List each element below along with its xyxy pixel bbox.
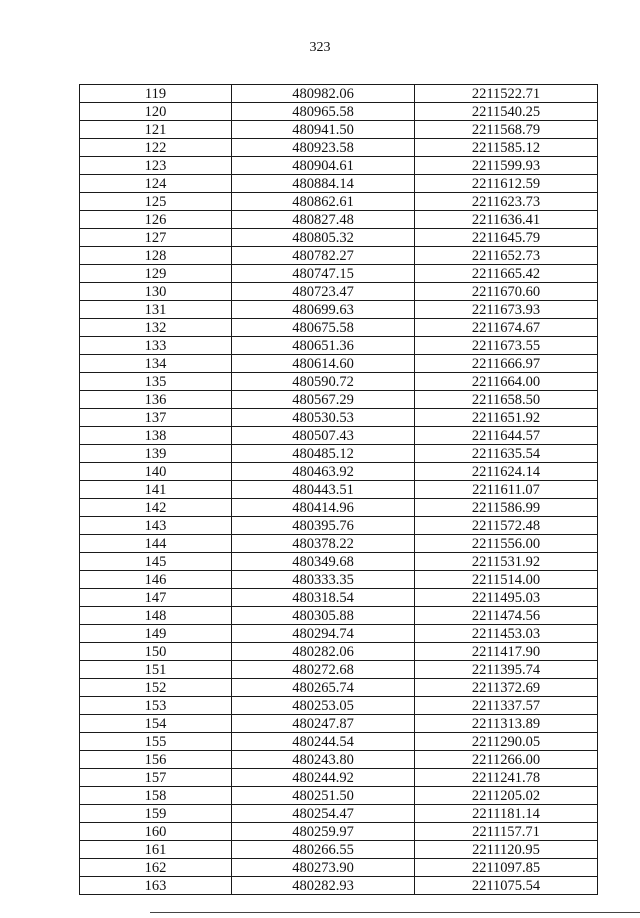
y-coordinate-cell: 2211266.00 xyxy=(415,751,598,769)
point-number-cell: 128 xyxy=(80,247,232,265)
table-row xyxy=(80,265,598,283)
y-coordinate-cell: 2211586.99 xyxy=(415,499,598,517)
x-coordinate-cell: 480567.29 xyxy=(232,391,415,409)
point-number-cell: 159 xyxy=(80,805,232,823)
table-row xyxy=(80,697,598,715)
point-number-cell: 162 xyxy=(80,859,232,877)
x-coordinate-cell: 480318.54 xyxy=(232,589,415,607)
point-number-cell: 130 xyxy=(80,283,232,301)
table-row xyxy=(80,247,598,265)
y-coordinate-cell: 2211540.25 xyxy=(415,103,598,121)
x-coordinate-cell: 480243.80 xyxy=(232,751,415,769)
y-coordinate-cell: 2211556.00 xyxy=(415,535,598,553)
table-row xyxy=(80,589,598,607)
y-coordinate-cell: 2211120.95 xyxy=(415,841,598,859)
x-coordinate-cell: 480904.61 xyxy=(232,157,415,175)
point-number-cell: 120 xyxy=(80,103,232,121)
y-coordinate-cell: 2211673.55 xyxy=(415,337,598,355)
y-coordinate-cell: 2211568.79 xyxy=(415,121,598,139)
table-row xyxy=(80,571,598,589)
table-row xyxy=(80,823,598,841)
y-coordinate-cell: 2211585.12 xyxy=(415,139,598,157)
table-row xyxy=(80,859,598,877)
table-row xyxy=(80,499,598,517)
table-row xyxy=(80,661,598,679)
y-coordinate-cell: 2211623.73 xyxy=(415,193,598,211)
table-row xyxy=(80,229,598,247)
y-coordinate-cell: 2211658.50 xyxy=(415,391,598,409)
x-coordinate-cell: 480333.35 xyxy=(232,571,415,589)
y-coordinate-cell: 2211157.71 xyxy=(415,823,598,841)
point-number-cell: 137 xyxy=(80,409,232,427)
y-coordinate-cell: 2211075.54 xyxy=(415,877,598,895)
table-row xyxy=(80,643,598,661)
x-coordinate-cell: 480395.76 xyxy=(232,517,415,535)
x-coordinate-cell: 480272.68 xyxy=(232,661,415,679)
y-coordinate-cell: 2211453.03 xyxy=(415,625,598,643)
x-coordinate-cell: 480485.12 xyxy=(232,445,415,463)
table-row xyxy=(80,481,598,499)
bottom-rule xyxy=(150,912,640,913)
table-row xyxy=(80,517,598,535)
x-coordinate-cell: 480747.15 xyxy=(232,265,415,283)
table-row xyxy=(80,607,598,625)
coordinates-table-body xyxy=(80,85,598,895)
point-number-cell: 121 xyxy=(80,121,232,139)
point-number-cell: 152 xyxy=(80,679,232,697)
table-row xyxy=(80,625,598,643)
x-coordinate-cell: 480244.54 xyxy=(232,733,415,751)
x-coordinate-cell: 480244.92 xyxy=(232,769,415,787)
point-number-cell: 160 xyxy=(80,823,232,841)
point-number-cell: 126 xyxy=(80,211,232,229)
table-row xyxy=(80,877,598,895)
x-coordinate-cell: 480651.36 xyxy=(232,337,415,355)
point-number-cell: 151 xyxy=(80,661,232,679)
y-coordinate-cell: 2211290.05 xyxy=(415,733,598,751)
table-row xyxy=(80,733,598,751)
point-number-cell: 143 xyxy=(80,517,232,535)
point-number-cell: 158 xyxy=(80,787,232,805)
y-coordinate-cell: 2211665.42 xyxy=(415,265,598,283)
table-row xyxy=(80,427,598,445)
x-coordinate-cell: 480805.32 xyxy=(232,229,415,247)
table-row xyxy=(80,679,598,697)
y-coordinate-cell: 2211522.71 xyxy=(415,85,598,103)
table-row xyxy=(80,211,598,229)
x-coordinate-cell: 480982.06 xyxy=(232,85,415,103)
x-coordinate-cell: 480414.96 xyxy=(232,499,415,517)
y-coordinate-cell: 2211612.59 xyxy=(415,175,598,193)
point-number-cell: 161 xyxy=(80,841,232,859)
x-coordinate-cell: 480259.97 xyxy=(232,823,415,841)
table-row xyxy=(80,139,598,157)
x-coordinate-cell: 480862.61 xyxy=(232,193,415,211)
y-coordinate-cell: 2211673.93 xyxy=(415,301,598,319)
table-row xyxy=(80,301,598,319)
y-coordinate-cell: 2211635.54 xyxy=(415,445,598,463)
point-number-cell: 148 xyxy=(80,607,232,625)
coordinates-table xyxy=(79,84,598,895)
x-coordinate-cell: 480941.50 xyxy=(232,121,415,139)
table-row xyxy=(80,787,598,805)
x-coordinate-cell: 480282.93 xyxy=(232,877,415,895)
x-coordinate-cell: 480675.58 xyxy=(232,319,415,337)
table-row xyxy=(80,85,598,103)
point-number-cell: 127 xyxy=(80,229,232,247)
y-coordinate-cell: 2211514.00 xyxy=(415,571,598,589)
x-coordinate-cell: 480827.48 xyxy=(232,211,415,229)
point-number-cell: 155 xyxy=(80,733,232,751)
x-coordinate-cell: 480530.53 xyxy=(232,409,415,427)
table-row xyxy=(80,715,598,733)
point-number-cell: 134 xyxy=(80,355,232,373)
x-coordinate-cell: 480253.05 xyxy=(232,697,415,715)
x-coordinate-cell: 480251.50 xyxy=(232,787,415,805)
y-coordinate-cell: 2211417.90 xyxy=(415,643,598,661)
table-row xyxy=(80,319,598,337)
point-number-cell: 156 xyxy=(80,751,232,769)
x-coordinate-cell: 480378.22 xyxy=(232,535,415,553)
x-coordinate-cell: 480590.72 xyxy=(232,373,415,391)
y-coordinate-cell: 2211395.74 xyxy=(415,661,598,679)
x-coordinate-cell: 480965.58 xyxy=(232,103,415,121)
y-coordinate-cell: 2211636.41 xyxy=(415,211,598,229)
point-number-cell: 142 xyxy=(80,499,232,517)
point-number-cell: 141 xyxy=(80,481,232,499)
y-coordinate-cell: 2211181.14 xyxy=(415,805,598,823)
table-row xyxy=(80,355,598,373)
table-row xyxy=(80,445,598,463)
x-coordinate-cell: 480282.06 xyxy=(232,643,415,661)
table-row xyxy=(80,157,598,175)
x-coordinate-cell: 480614.60 xyxy=(232,355,415,373)
table-row xyxy=(80,409,598,427)
y-coordinate-cell: 2211474.56 xyxy=(415,607,598,625)
table-row xyxy=(80,175,598,193)
x-coordinate-cell: 480247.87 xyxy=(232,715,415,733)
table-row xyxy=(80,805,598,823)
table-row xyxy=(80,553,598,571)
x-coordinate-cell: 480273.90 xyxy=(232,859,415,877)
point-number-cell: 122 xyxy=(80,139,232,157)
point-number-cell: 144 xyxy=(80,535,232,553)
x-coordinate-cell: 480884.14 xyxy=(232,175,415,193)
table-row xyxy=(80,193,598,211)
y-coordinate-cell: 2211097.85 xyxy=(415,859,598,877)
y-coordinate-cell: 2211652.73 xyxy=(415,247,598,265)
point-number-cell: 125 xyxy=(80,193,232,211)
point-number-cell: 135 xyxy=(80,373,232,391)
point-number-cell: 124 xyxy=(80,175,232,193)
table-row xyxy=(80,535,598,553)
point-number-cell: 140 xyxy=(80,463,232,481)
point-number-cell: 129 xyxy=(80,265,232,283)
x-coordinate-cell: 480723.47 xyxy=(232,283,415,301)
y-coordinate-cell: 2211611.07 xyxy=(415,481,598,499)
x-coordinate-cell: 480305.88 xyxy=(232,607,415,625)
table-row xyxy=(80,841,598,859)
y-coordinate-cell: 2211599.93 xyxy=(415,157,598,175)
x-coordinate-cell: 480294.74 xyxy=(232,625,415,643)
page-number: 323 xyxy=(309,40,331,55)
y-coordinate-cell: 2211572.48 xyxy=(415,517,598,535)
point-number-cell: 145 xyxy=(80,553,232,571)
x-coordinate-cell: 480443.51 xyxy=(232,481,415,499)
point-number-cell: 153 xyxy=(80,697,232,715)
y-coordinate-cell: 2211666.97 xyxy=(415,355,598,373)
point-number-cell: 157 xyxy=(80,769,232,787)
y-coordinate-cell: 2211670.60 xyxy=(415,283,598,301)
y-coordinate-cell: 2211531.92 xyxy=(415,553,598,571)
point-number-cell: 123 xyxy=(80,157,232,175)
point-number-cell: 139 xyxy=(80,445,232,463)
table-row xyxy=(80,121,598,139)
y-coordinate-cell: 2211645.79 xyxy=(415,229,598,247)
y-coordinate-cell: 2211313.89 xyxy=(415,715,598,733)
point-number-cell: 138 xyxy=(80,427,232,445)
table-row xyxy=(80,103,598,121)
y-coordinate-cell: 2211624.14 xyxy=(415,463,598,481)
point-number-cell: 132 xyxy=(80,319,232,337)
x-coordinate-cell: 480349.68 xyxy=(232,553,415,571)
x-coordinate-cell: 480265.74 xyxy=(232,679,415,697)
x-coordinate-cell: 480463.92 xyxy=(232,463,415,481)
y-coordinate-cell: 2211205.02 xyxy=(415,787,598,805)
point-number-cell: 136 xyxy=(80,391,232,409)
y-coordinate-cell: 2211644.57 xyxy=(415,427,598,445)
x-coordinate-cell: 480266.55 xyxy=(232,841,415,859)
point-number-cell: 149 xyxy=(80,625,232,643)
table-row xyxy=(80,337,598,355)
table-row xyxy=(80,373,598,391)
x-coordinate-cell: 480923.58 xyxy=(232,139,415,157)
y-coordinate-cell: 2211664.00 xyxy=(415,373,598,391)
point-number-cell: 146 xyxy=(80,571,232,589)
x-coordinate-cell: 480782.27 xyxy=(232,247,415,265)
point-number-cell: 154 xyxy=(80,715,232,733)
point-number-cell: 147 xyxy=(80,589,232,607)
y-coordinate-cell: 2211372.69 xyxy=(415,679,598,697)
point-number-cell: 163 xyxy=(80,877,232,895)
y-coordinate-cell: 2211241.78 xyxy=(415,769,598,787)
table-row xyxy=(80,751,598,769)
table-row xyxy=(80,769,598,787)
point-number-cell: 133 xyxy=(80,337,232,355)
x-coordinate-cell: 480254.47 xyxy=(232,805,415,823)
point-number-cell: 150 xyxy=(80,643,232,661)
table-row xyxy=(80,463,598,481)
y-coordinate-cell: 2211674.67 xyxy=(415,319,598,337)
x-coordinate-cell: 480507.43 xyxy=(232,427,415,445)
point-number-cell: 131 xyxy=(80,301,232,319)
table-row xyxy=(80,391,598,409)
x-coordinate-cell: 480699.63 xyxy=(232,301,415,319)
table-row xyxy=(80,283,598,301)
y-coordinate-cell: 2211337.57 xyxy=(415,697,598,715)
point-number-cell: 119 xyxy=(80,85,232,103)
y-coordinate-cell: 2211495.03 xyxy=(415,589,598,607)
y-coordinate-cell: 2211651.92 xyxy=(415,409,598,427)
